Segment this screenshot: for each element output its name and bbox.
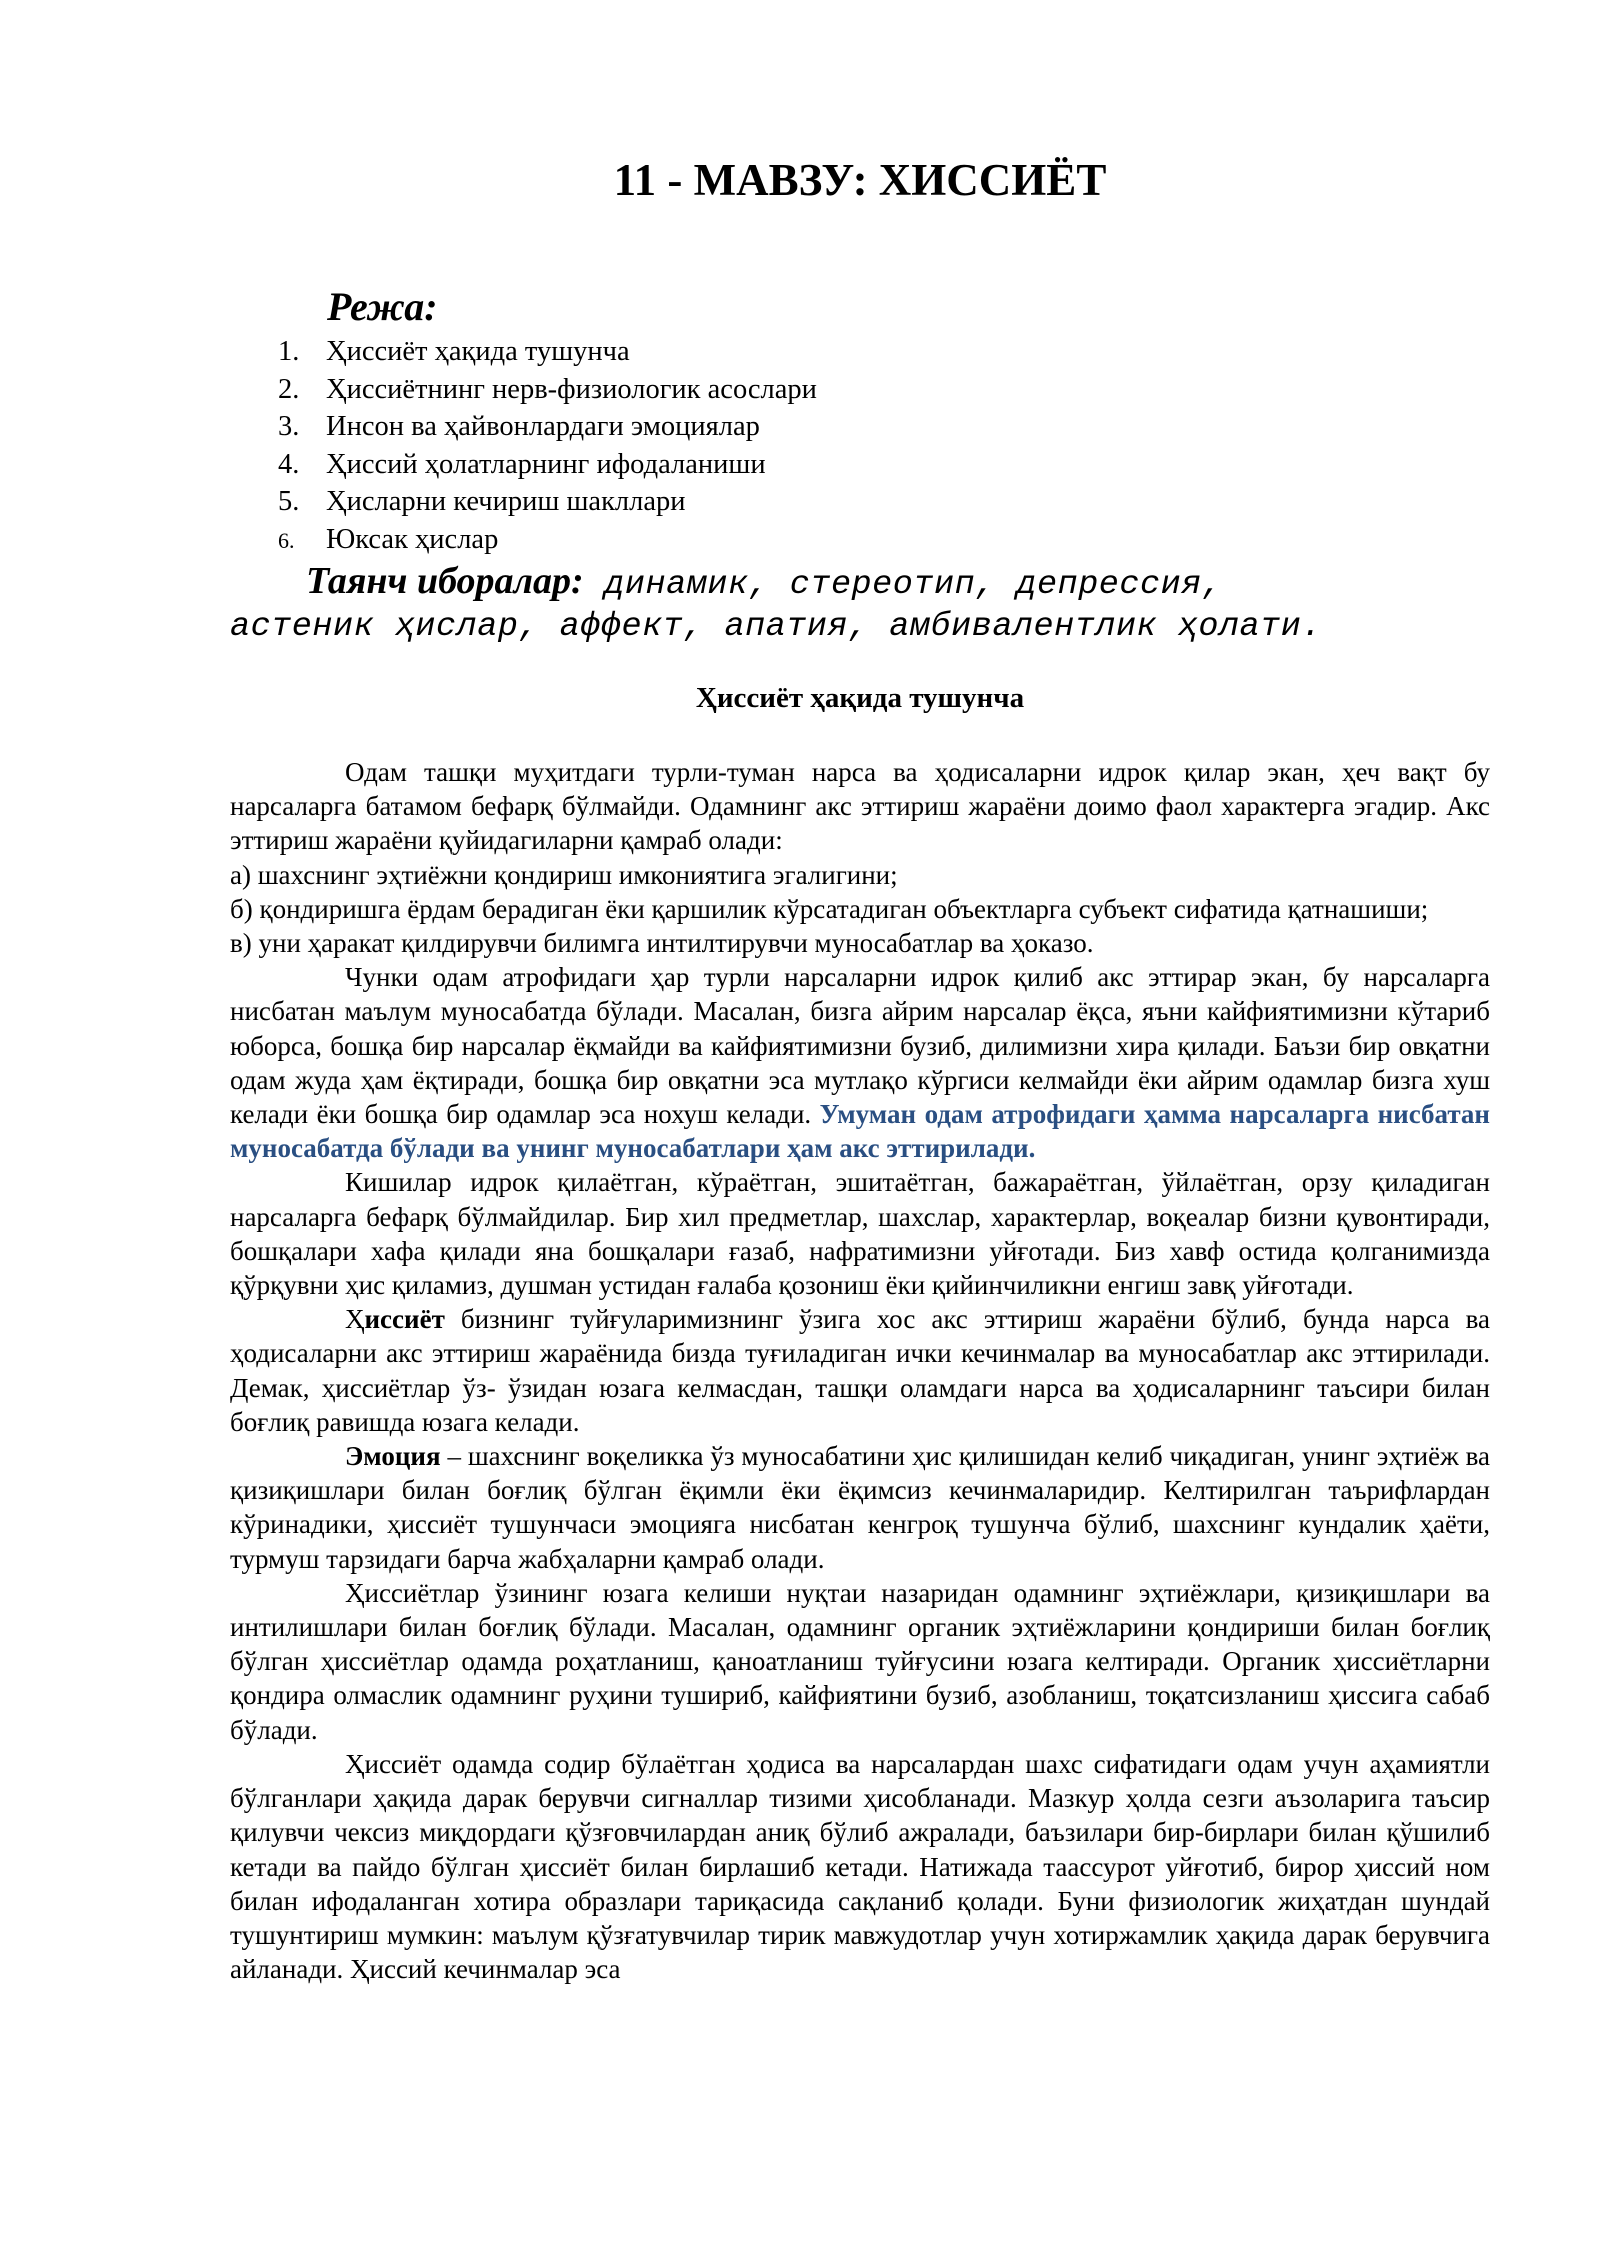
plan-item [278, 446, 817, 484]
plan-item [278, 333, 817, 371]
paragraph: Кишилар идрок қилаётган, кўраётган, эшитаётган, бажараётган, ўйлаётган, орзу қиладиган нарсаларга бефарқ бўлмайдилар. Бир хил предметлар, шахслар, характерлар, воқеалар бизни қувонтиради, бошқалари хафа қилади яна бошқалари ғазаб, нафратимизни уйғотади. Биз хавф остида қолганимизда қўрқувни ҳис қиламиз, душман устидан ғалаба қозониш ёки қийинчиликни енгиш завқ уйғотади. [230, 1167, 1490, 1301]
plan-item-text: Инсон ва ҳайвонлардаги эмоциялар [326, 411, 760, 442]
paragraph [230, 1302, 1490, 1439]
paragraph-text: – шахснинг воқеликка ўз муносабатини ҳис қилишидан келиб чиқадиган, унинг эҳтиёж ва қизиқишлари билан боғлиқ бўлган ёқимли ёки ёқимсиз кечинмаларидир. Келтирилган таърифлардан кўринадики, ҳиссиёт тушунчаси эмоцияга нисбатан кенгроқ тушунча бўлиб, шахснинг кундалик ҳаёти, турмуш тарзидаги барча жабҳаларни қамраб олади. [230, 1441, 1490, 1574]
keywords-label: Таянч иборалар: [306, 560, 584, 602]
plan-item [278, 408, 817, 446]
keywords-block [230, 558, 1530, 650]
plan-item-number: 1. [278, 336, 300, 367]
paragraph-text: Чунки одам атрофидаги ҳар турли нарсаларни идрок қилиб акс эттирар экан, бу нарсаларга нисбатан маълум муносабатда бўлади. Масалан, бизга айрим нарсалар ёқса, яъни кайфиятимизни кўтариб юборса, бошқа бир нарсалар ёқмайди ва кайфиятимизни бузиб, дилимизни хира қилади. Баъзи бир овқатни одам жуда ҳам ёқтиради, бошқа бир овқатни эса мутлақо кўргиси келмайди ёки айрим одамлар бизга хуш келади ёки бошқа бир одамлар эса нохуш келади. [230, 962, 1490, 1130]
plan-item-text: Ҳиссий ҳолатларнинг ифодаланиши [326, 448, 766, 480]
paragraph-text: бизнинг туйғуларимизнинг ўзига хос акс эттириш жараёни бўлиб, бунда нарса ва ҳодисаларни акс эттириш жараёнида бизда туғиладиган ички кечинмалар ва муносабатлар акс эттирилади. Демак, ҳиссиётлар ўз- ўзидан юзага келмасдан, ташқи оламдаги нарса ва ҳодисаларнинг таъсири билан боғлиқ равишда юзага келади. [230, 1304, 1490, 1437]
paragraph [230, 1439, 1490, 1576]
list-item: б) қондиришга ёрдам берадиган ёки қаршилик кўрсатадиган объектларга субъект сифатида қатнашиши; [230, 893, 1429, 924]
list-item: в) уни ҳаракат қилдирувчи билимга интилтирувчи муносабатлар ва ҳоказо. [230, 928, 1094, 959]
plan-item-number: 5. [278, 486, 300, 517]
page-title: 11 - МАВЗУ: ХИССИЁТ [613, 155, 1107, 205]
plan-item-text: Ҳиссиётнинг нерв-физиологик асослари [326, 373, 817, 405]
plan-item-number: 4. [278, 448, 300, 480]
paragraph: Ҳиссиёт одамда содир бўлаётган ҳодиса ва нарсалардан шахс сифатидаги одам учун аҳамиятли бўлганлари ҳақида дарак берувчи сигналлар тизими ҳисобланади. Мазкур ҳолда сезги аъзоларига таъсир қилувчи чексиз миқдордаги қўзғовчилардан аниқ бўлиб ажралади, баъзилари бир-бирлари билан қўшилиб кетади ва пайдо бўлган ҳиссиёт билан бирлашиб кетади. Натижада таассурот уйғотиб, бирор ҳиссий ном билан ифодаланган хотира образлари тариқасида сақланиб қолади. Буни физиологик жиҳатдан шундай тушунтириш мумкин: маълум қўзғатувчилар тирик мавжудотлар учун хотиржамлик ҳақида дарак берувчига айланади. Ҳиссий кечинмалар эса [230, 1748, 1490, 1985]
plan-item-text: Ҳиссиёт ҳақида тушунча [326, 336, 630, 367]
plan-item-text: Юксак ҳислар [326, 523, 499, 555]
plan-heading: Режа: [327, 284, 438, 329]
keywords-line-2 [230, 604, 1530, 650]
section-title: Ҳиссиёт ҳақида тушунча [695, 682, 1025, 714]
plan-list [278, 333, 817, 558]
paragraph: Одам ташқи муҳитдаги турли-туман нарса ва ҳодисаларни идрок қилар экан, ҳеч вақт бу нарсаларга батамом бефарқ бўлмайди. Одамнинг акс эттириш жараёни доимо фаол характерга эгадир. Акс эттириш жараёни қуйидагиларни қамраб олади: [230, 757, 1490, 856]
paragraph: Ҳиссиётлар ўзининг юзага келиши нуқтаи назаридан одамнинг эҳтиёжлари, қизиқишлари ва интилишлари билан боғлиқ бўлади. Масалан, одамнинг органик эҳтиёжларини қондириши билан боғлиқ бўлган ҳиссиётлар одамда роҳатланиш, қаноатланиш туйғусини юзага келтиради. Органик ҳиссиётларни қондира олмаслик одамнинг руҳини тушириб, кайфиятини бузиб, азобланиш, тоқатсизланиш ҳиссига сабаб бўлади. [230, 1577, 1490, 1745]
term-lead-letter: Ҳ [345, 1304, 365, 1335]
plan-item-number: 3. [278, 411, 300, 442]
plan-item-number: 2. [278, 373, 300, 405]
keywords-text: динамик, стереотип, депрессия, [583, 566, 1223, 604]
term-bold: иссиёт [364, 1304, 445, 1335]
plan-item [278, 371, 817, 409]
document-body [230, 755, 1490, 1986]
keywords-text: астеник ҳислар, аффект, апатия, амбивалентлик ҳолати. [230, 608, 1322, 646]
plan-item [278, 483, 817, 521]
plan-item-text: Ҳисларни кечириш шакллари [326, 486, 686, 517]
highlighted-statement: Умуман одам атрофидаги ҳамма нарсаларга нисбатан муносабатда бўлади ва унинг муносабатлари ҳам акс эттирилади. [230, 1099, 1490, 1164]
term-bold: Эмоция [345, 1441, 441, 1472]
keywords-line-1 [230, 558, 1530, 604]
plan-item-number: 6. [278, 527, 295, 553]
list-item: а) шахснинг эҳтиёжни қондириш имкониятига эгалигини; [230, 859, 898, 890]
paragraph [230, 960, 1490, 1165]
plan-item [278, 521, 817, 559]
